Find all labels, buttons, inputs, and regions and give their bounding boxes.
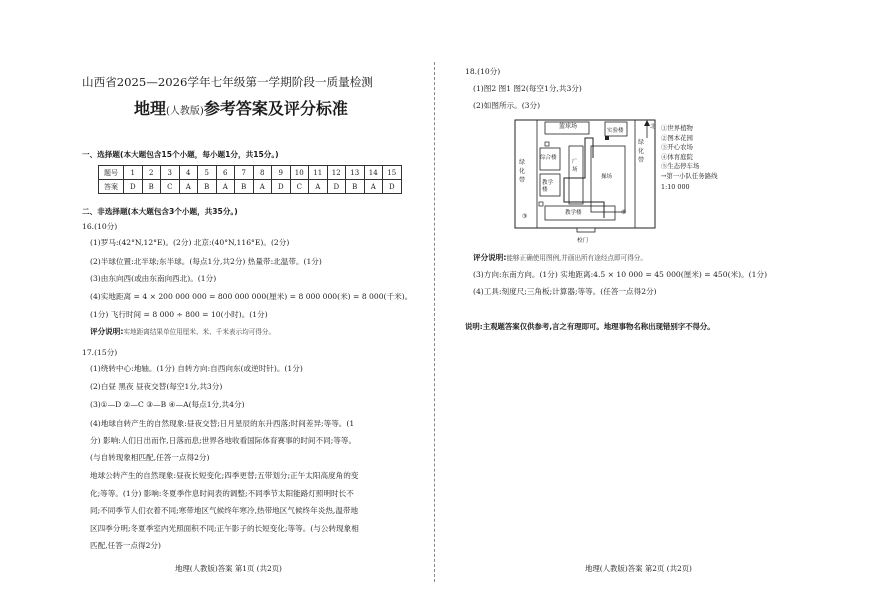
q16-line: (2)半球位置:北半球;东半球。(每点1分,共2分) 热量带:北温带。(1分) (90, 257, 322, 266)
q17-line: (3)①—D ②—C ③—B ④—A(每点1分,共4分) (90, 400, 245, 409)
label-playground: 操场 (601, 174, 613, 180)
q16-line: (1分) 飞行时间 = 8 000 ÷ 800 = 10(小时)。(1分) (90, 310, 268, 319)
q17-line: 地球公转产生的自然现象:昼夜长短变化;四季更替;五带划分;正午太阳高度角的变 (90, 471, 359, 480)
q17-line: 匹配,任答一点得2分) (90, 541, 161, 550)
table-cell: 13 (346, 166, 365, 180)
q18-scoring-note: 评分说明:能够正确使用图例,并画出所有途经点即可得分。 (473, 253, 647, 262)
label-green-left: 绿化带 (519, 159, 526, 184)
table-cell: C (161, 180, 180, 194)
table-cell: B (235, 180, 254, 194)
table-cell: 3 (161, 166, 180, 180)
table-cell: D (272, 180, 291, 194)
legend-item: ④体育庭院 (661, 152, 693, 161)
q17-heading: 17.(15分) (82, 348, 118, 357)
label-complex: 综合楼 (540, 155, 557, 161)
table-cell: 14 (364, 166, 383, 180)
table-cell: 12 (327, 166, 346, 180)
table-cell: 8 (253, 166, 272, 180)
q16-scoring-note: 评分说明:实地距离结果单位用厘米、米、千米表示均可得分。 (90, 327, 276, 336)
table-cell: 9 (272, 166, 291, 180)
table-cell: A (309, 180, 328, 194)
marker-5: ⑤ (621, 209, 627, 216)
table-cell: B (346, 180, 365, 194)
label-green-right: 绿化带 (638, 139, 645, 164)
table-cell: A (179, 180, 198, 194)
map-legend (661, 124, 717, 193)
answer-table (98, 165, 402, 194)
label-gate: 校门 (577, 238, 589, 244)
table-cell: 10 (290, 166, 309, 180)
q16-heading: 16.(10分) (82, 222, 118, 231)
table-cell: C (290, 180, 309, 194)
map-scale: 1:10 000 (661, 183, 690, 191)
legend-item: →第一小队任务路线 (661, 171, 718, 180)
answer-page-1 (0, 0, 434, 615)
table-cell: A (253, 180, 272, 194)
q16-line: (1)罗马:(42°N,12°E)。(2分) 北京:(40°N,116°E)。(2分) (90, 238, 290, 247)
q18-part3: (3)方向:东南方向。(1分) 实地距离:4.5 × 10 000 = 45 000(厘米) = 450(米)。(1分) (473, 270, 768, 279)
label-teach-1: 教学楼 (542, 180, 554, 193)
table-cell: D (124, 180, 143, 194)
legend-item: ③开心农场 (661, 143, 693, 151)
marker-3: ③ (522, 213, 528, 220)
q17-line: (2)白昼 黑夜 昼夜交替(每空1分,共3分) (90, 382, 223, 391)
q16-line: (3)由东向西(或由东南向西北)。(1分) (90, 274, 217, 283)
edition: (人教版) (166, 106, 204, 117)
page-2-footer: 地理(人教版)答案 第2页 (共2页) (585, 564, 692, 573)
legend-item: ⑤生态停车场 (661, 162, 700, 170)
table-cell: 5 (198, 166, 217, 180)
q17-line: 同;不同季节人们衣着不同;寒带地区气候终年寒冷,热带地区气候终年炎热,温带地 (90, 506, 359, 515)
table-cell: 6 (216, 166, 235, 180)
table-cell: 15 (383, 166, 402, 180)
section-2-heading: 二、非选择题(本大题包含3个小题，共35分。) (82, 207, 238, 216)
general-note: 说明:主观题答案仅供参考,言之有理即可。地理事物名称出现错别字不得分。 (465, 322, 715, 331)
q18-part1: (1)图2 图1 图2(每空1分,共3分) (473, 84, 582, 93)
table-cell: B (142, 180, 161, 194)
q17-line: (与自转现象相匹配,任答一点得2分) (90, 453, 210, 462)
q17-line: 分) 影响:人们日出而作,日落而息;世界各地收看国际体育赛事的时间不同;等等。 (90, 436, 357, 445)
question-number-row (99, 166, 402, 180)
page-1-footer: 地理(人教版)答案 第1页 (共2页) (175, 564, 282, 573)
q18-part4: (4)工具:刻度尺;三角板;计算器;等等。(任答一点得2分) (473, 287, 657, 296)
table-cell: D (383, 180, 402, 194)
q17-line: 化;等等。(1分) 影响:冬夏季作息时间表的调整;不同季节太阳能路灯照明时长不 (90, 489, 354, 498)
legend-item: ①世界植物 (661, 124, 693, 132)
campus-map (509, 118, 769, 246)
q18-heading: 18.(10分) (465, 67, 501, 76)
subject: 地理 (134, 99, 167, 118)
label-teach-2: 教学楼 (565, 210, 582, 216)
table-cell: D (327, 180, 346, 194)
answer-key-title (134, 99, 348, 118)
table-cell: A (364, 180, 383, 194)
table-cell: 4 (179, 166, 198, 180)
answer-page-2 (435, 0, 870, 615)
label-basketball: 篮球场 (559, 123, 578, 130)
north-label: 北 (650, 124, 656, 130)
q16-line: (4)实地距离 = 4 × 200 000 000 = 800 000 000(厘米) = 8 000 000(米) = 8 000(千米)。 (90, 292, 413, 301)
exam-title: 山西省2025—2026学年七年级第一学期阶段一质量检测 (82, 75, 373, 89)
table-cell: 1 (124, 166, 143, 180)
table-row-header: 答案 (99, 180, 124, 194)
q17-line: (1)绕转中心:地轴。(1分) 自转方向:自西向东(或逆时针)。(1分) (90, 364, 303, 373)
table-cell: 11 (309, 166, 328, 180)
table-cell: B (198, 180, 217, 194)
q18-part2: (2)如图所示。(3分) (473, 101, 541, 110)
label-square: 广场 (572, 159, 578, 173)
legend-item: ②图本花园 (661, 133, 693, 142)
table-row-header: 题号 (99, 166, 124, 180)
table-cell: 7 (235, 166, 254, 180)
label-lab: 实验楼 (607, 128, 624, 134)
section-1-heading: 一、选择题(本大题包含15个小题，每小题1分，共15分。) (82, 150, 279, 159)
title-rest: 参考答案及评分标准 (203, 99, 348, 118)
table-cell: 2 (142, 166, 161, 180)
q17-line: 区四季分明;冬夏季室内光照面积不同;正午影子的长短变化;等等。(与公转现象相 (90, 524, 359, 533)
answer-row (99, 180, 402, 194)
q17-line: (4)地球自转产生的自然现象:昼夜交替;日月星辰的东升西落;时间差异;等等。(1 (90, 419, 355, 428)
table-cell: A (216, 180, 235, 194)
